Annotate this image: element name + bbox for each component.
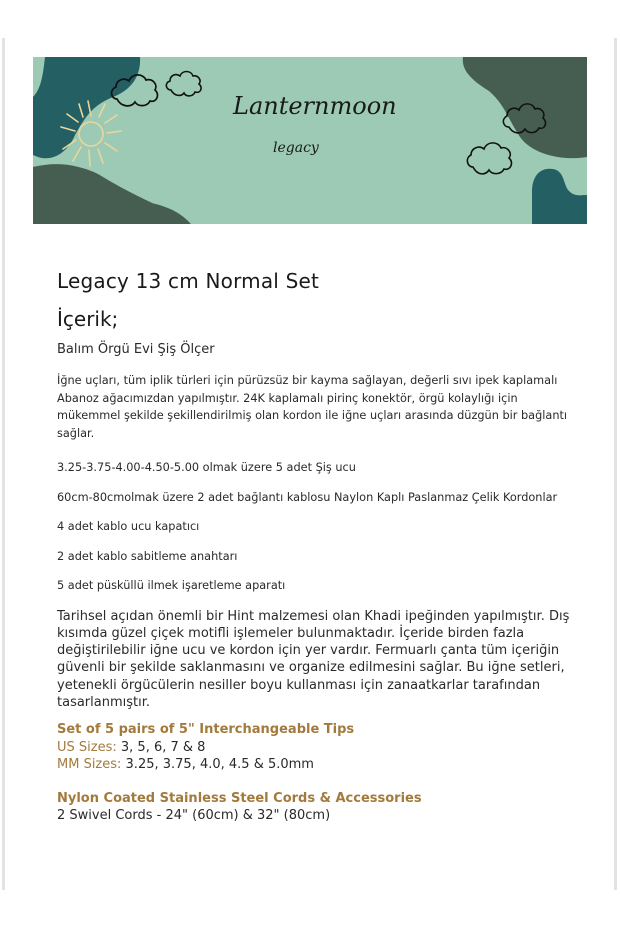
- banner-artwork: [33, 57, 587, 224]
- teal-blob-bottom-right: [532, 169, 587, 224]
- product-title: Legacy 13 cm Normal Set: [57, 269, 320, 293]
- list-item: 60cm-80cmolmak üzere 2 adet bağlantı kablosu Naylon Kaplı Paslanmaz Çelik Kordonlar: [57, 490, 558, 504]
- page-edge-right: [614, 38, 617, 890]
- cloud-icon: [166, 72, 201, 96]
- teal-blob-top-left: [33, 57, 140, 158]
- mm-sizes-value: 3.25, 3.75, 4.0, 4.5 & 5.0mm: [121, 756, 314, 772]
- tips-spec-block: [57, 721, 577, 773]
- us-sizes-label: US Sizes:: [57, 739, 117, 755]
- green-blob-top-right: [463, 57, 587, 158]
- tips-heading: Set of 5 pairs of 5" Interchangeable Tips: [57, 722, 355, 738]
- product-story: Tarihsel açıdan önemli bir Hint malzemesi olan Khadi ipeğinden yapılmıştır. Dış kısımda güzel çiçek motifli işlemeler bulunmaktadır. İçeride birden fazla değiştirilebilir iğne ucu ve kordon için yer vardır. Fermuarlı çanta tüm içeriğin güvenli bir şekilde saklanmasını ve organize edilmesini sağlar. Bu iğne setleri, yetenekli örgücülerin nesiller boyu kullanması için zanaatkarlar tarafından tasarlanmıştır.: [57, 608, 570, 710]
- cords-value: 2 Swivel Cords - 24" (60cm) & 32" (80cm): [57, 808, 331, 824]
- contents-heading: İçerik;: [57, 307, 119, 331]
- page-edge-left: [2, 38, 5, 890]
- brand-name: Lanternmoon: [233, 92, 397, 120]
- list-item: 4 adet kablo ucu kapatıcı: [57, 520, 200, 533]
- brand-tagline: legacy: [273, 140, 319, 156]
- us-sizes-line: [57, 739, 577, 756]
- cords-heading: Nylon Coated Stainless Steel Cords & Accessories: [57, 791, 422, 807]
- brand-banner: [33, 57, 587, 224]
- contents-list: [57, 460, 577, 594]
- product-content: [57, 266, 577, 825]
- cloud-icon: [467, 143, 511, 174]
- green-blob-bottom-left-body: [33, 165, 183, 224]
- list-item: 2 adet kablo sabitleme anahtarı: [57, 549, 238, 563]
- list-item: 5 adet püsküllü ilmek işaretleme aparatı: [57, 579, 286, 592]
- product-description: İğne uçları, tüm iplik türleri için pürüzsüz bir kayma sağlayan, değerli sıvı ipek kaplamalı Abanoz ağacımızdan yapılmıştır. 24K kaplamalı pirinç konektör, örgü kolaylığı için mükemmel şekilde şekillendirilmiş olan kordon ile iğne uçları arasında düzgün bir bağlantı sağlar.: [57, 374, 568, 440]
- product-subtitle: Balım Örgü Evi Şiş Ölçer: [57, 342, 215, 357]
- us-sizes-value: 3, 5, 6, 7 & 8: [116, 739, 206, 755]
- mm-sizes-line: [57, 756, 577, 773]
- list-item: 3.25-3.75-4.00-4.50-5.00 olmak üzere 5 adet Şiş ucu: [57, 461, 356, 474]
- cords-spec-block: [57, 790, 577, 825]
- mm-sizes-label: MM Sizes:: [57, 756, 122, 772]
- product-specs: [57, 721, 577, 824]
